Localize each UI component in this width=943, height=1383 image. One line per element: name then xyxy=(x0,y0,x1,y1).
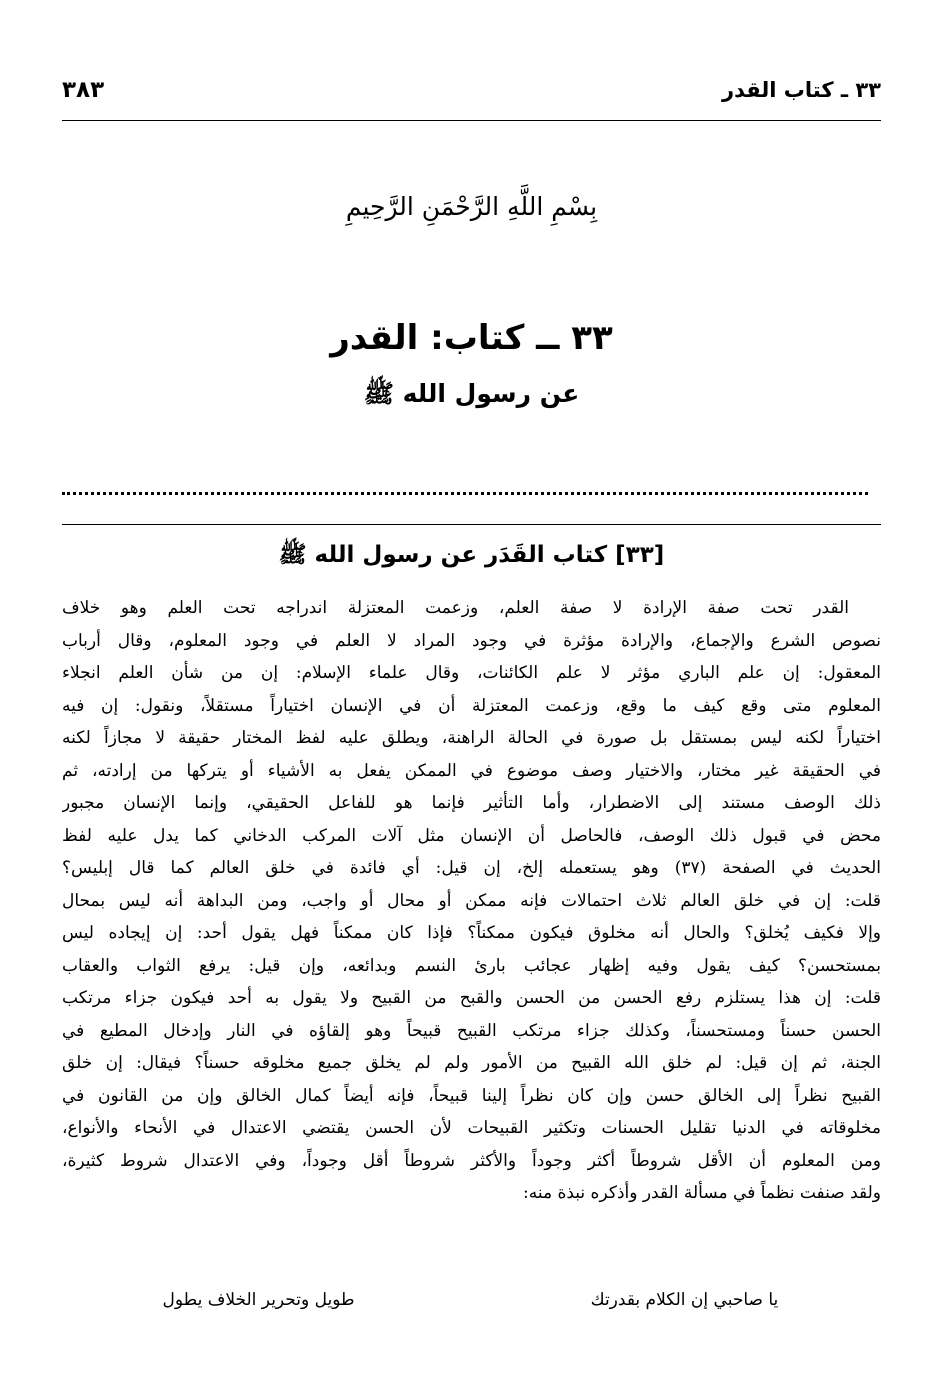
dotted-divider xyxy=(62,492,868,495)
commentary-line: اختياراً لكنه ليس بمستقل بل صورة في الحالة الراهنة، ويطلق عليه لفظ المختار حقيقة لا مجازاً لكنه xyxy=(62,728,881,748)
commentary-line: ولقد صنفت نظماً في مسألة القدر وأذكره نبذة منه: xyxy=(522,1183,881,1203)
commentary-line: نصوص الشرع والإجماع، والإرادة مؤثرة في وجود المراد لا العلم في وجود المعلوم، وقال أرباب xyxy=(62,630,881,651)
second-hemistich: طويل وتحرير الخلاف يطول xyxy=(162,1290,355,1310)
commentary-line: الحديث في الصفحة (٣٧) وهو يستعمله إلخ، إن قيل: أي فائدة في خلق العالم كما قال إبليس؟ xyxy=(62,858,881,878)
commentary-line: القدر تحت صفة الإرادة لا صفة العلم، وزعمت المعتزلة اندراجه تحت العلم وهو خلاف xyxy=(62,598,849,618)
commentary-line: محض في قبول ذلك الوصف، فالحاصل أن الإنسان مثل آلات المركب الدخاني كما يدل عليه لفظ xyxy=(62,825,881,846)
commentary-line: القبيح نظراً إلى الخالق حسن وإن كان نظراً إلينا قبيحاً، فإنه أيضاً كمال الخالق وإن من القانون في xyxy=(62,1085,881,1106)
commentary-text xyxy=(62,592,881,1292)
commentary-line: المعلوم متى وقع كيف ما وقع، وزعمت المعتزلة أن في الإنسان اختياراً مستقلاً، ونقول: إن فيه xyxy=(62,695,881,716)
running-header xyxy=(62,68,881,112)
commentary-line: الحسن حسناً ومستحسناً، وكذلك جزاء مرتكب القبيح قبيحاً وهو إلقاؤه في النار وإدخال المطيع في xyxy=(62,1020,881,1041)
section-rule xyxy=(62,524,881,525)
commentary-line: الجنة، ثم إن قيل: لم خلق الله القبيح من الأمور ولم لم يخلق جميع مخلوقه حسناً؟ فيقال: إن خلق xyxy=(62,1053,881,1073)
section-heading: [٣٣] كتاب القَدَر عن رسول الله ﷺ xyxy=(278,542,665,568)
commentary-line: قلت: إن هذا يستلزم رفع الحسن من الحسن والقبح من القبيح ولا يقول به أحد فيكون جزاء مرتكب xyxy=(62,988,881,1008)
commentary-line: ذلك الوصف مستند إلى الاضطرار، وأما التأثير فإنما هو للفاعل الحقيقي، وإنما الإنسان مجبور xyxy=(62,793,881,813)
chapter-subtitle: عن رسول الله ﷺ xyxy=(363,379,580,408)
commentary-line: وإلا فكيف يُخلق؟ والحال أنه مخلوق فيكون ممكناً؟ فإذا كان ممكناً فهل يقول أحد: إن إيجاده ليس xyxy=(62,923,881,943)
commentary-line: ومن المعلوم أن الأقل شروطاً أكثر وجوداً والأكثر شروطاً أقل وجوداً، وفي الاعتدال شروط كثيرة، xyxy=(62,1150,881,1171)
page-number: ٣٨٣ xyxy=(62,77,105,103)
commentary-line: مخلوقاته في الدنيا تقليل الحسنات وتكثير القبيحات لأن الحسن يقتضي الاعتدال في الأنحاء والأنواع، xyxy=(62,1118,881,1138)
first-hemistich: يا صاحبي إن الكلام بقدرتك xyxy=(590,1290,779,1310)
commentary-line: قلت: إن في خلق العالم ثلاث احتمالات فإنه ممكن أو محال أو واجب، ومن البداهة أنه ليس بمحال xyxy=(62,890,881,911)
commentary-line: في الحقيقة غير مختار، والاختيار وصف موضوع في الممكن يفعل به الأشياء أو يتركها من إرادته، ثم xyxy=(62,760,881,781)
header-rule xyxy=(62,120,881,121)
poem-verse xyxy=(62,1290,881,1324)
chapter-title: ٣٣ ــ كتاب: القدر xyxy=(330,318,613,358)
running-title: ٣٣ ـ كتاب القدر xyxy=(722,78,881,102)
commentary-line: المعقول: إن علم الباري مؤثر لا علم الكائنات، وقال علماء الإسلام: إن من شأن العلم انجلاء xyxy=(62,663,881,683)
commentary-line: بمستحسن؟ كيف يقول وفيه إظهار عجائب بارئ النسم وبدائعه، وإن قيل: يرفع الثواب والعقاب xyxy=(62,955,881,976)
basmala: بِسْمِ اللَّهِ الرَّحْمَنِ الرَّحِيمِ xyxy=(345,192,598,221)
